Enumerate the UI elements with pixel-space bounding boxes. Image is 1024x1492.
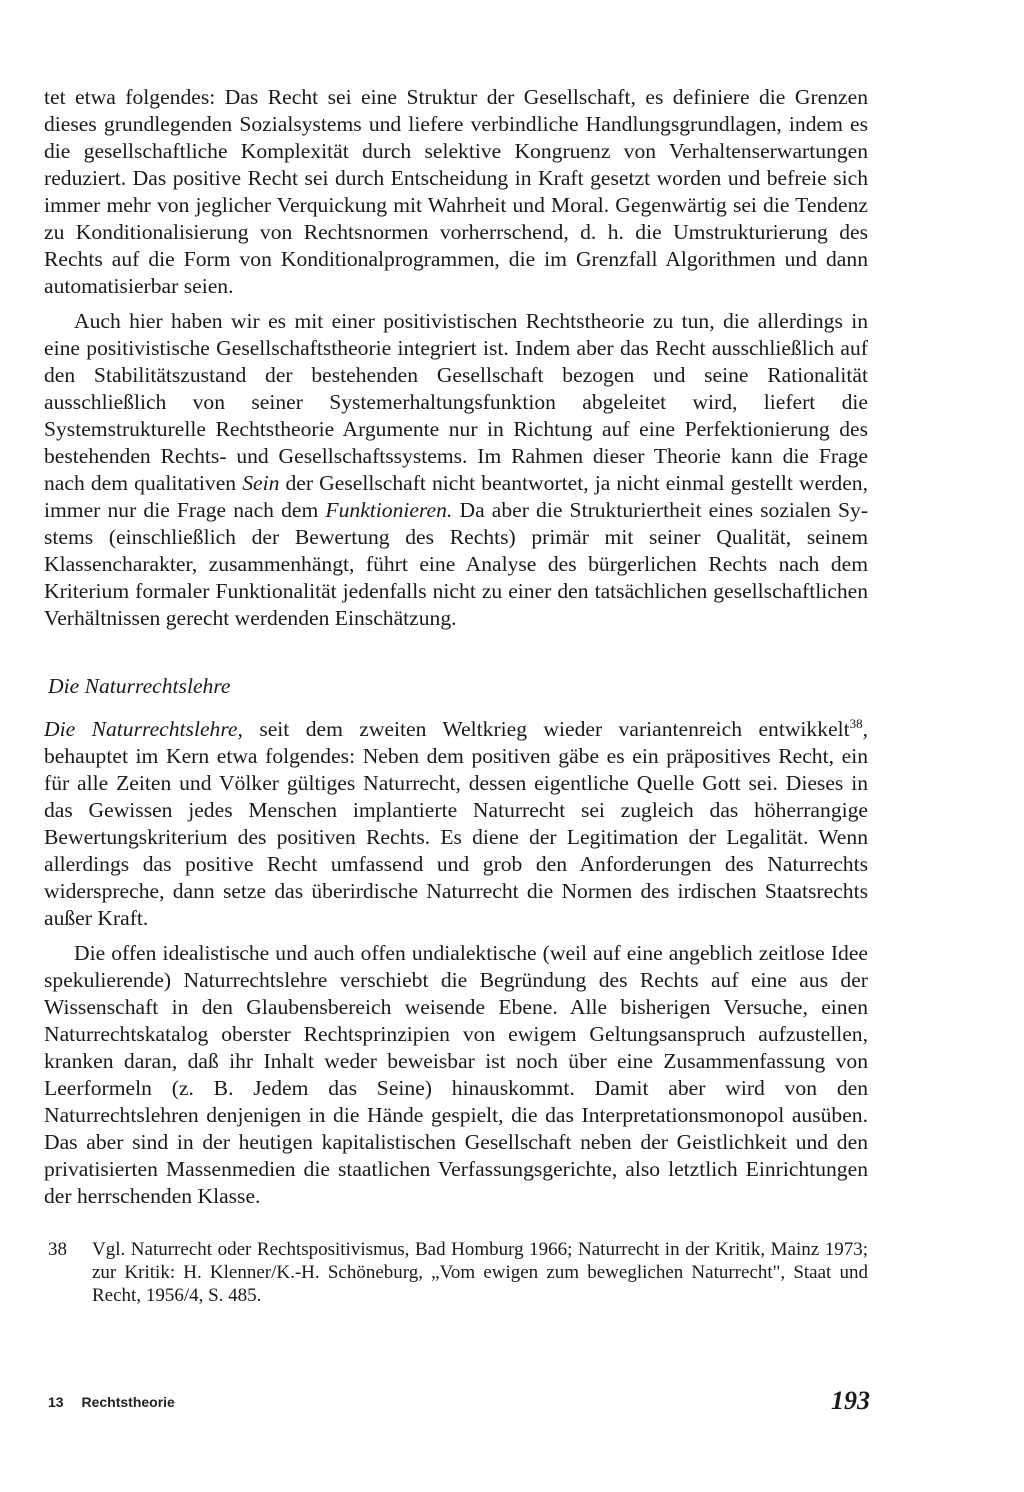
paragraph-1-text: tet etwa folgendes: Das Recht sei eine Struktur der Gesellschaft, es definiere die Grenzen dieses grundlegenden Sozialsystems und liefere verbindliche Handlungsgrundlagen, indem es die gesellschaftliche Komplexität durch selektive Kongruenz von Verhaltenserwartungen reduziert. Das positive Recht sei durch Entscheidung in Kraft gesetzt worden und befreie sich immer mehr von jeglicher Verquickung mit Wahrheit und Moral. Gegenwärtig sei die Tendenz zu Konditionalisierung von Rechtsnormen vorherrschend, d. h. die Umstrukturierung des Rechts auf die Form von Konditionalprogrammen, die im Grenzfall Algorithmen und dann automatisierbar seien. (44, 85, 868, 298)
paragraph-2 (44, 308, 868, 632)
paragraph-2-text-a: Auch hier haben wir es mit einer positivistischen Rechtstheorie zu tun, die allerdings in eine positivistische Gesellschaftstheorie integriert ist. Indem aber das Recht ausschließlich auf den Stabilitätszustand der bestehenden Gesellschaft bezogen und seine Rationalität ausschließlich von seiner Systemerhaltungsfunktion abgeleitet wird, liefert die Systemstrukturelle Rechtstheorie Argumente nur in Richtung auf eine Perfektionierung des bestehenden Rechts- und Gesellschaftssystems. Im Rahmen dieser Theorie kann die Frage nach dem qualitativen (44, 309, 868, 495)
page-body (44, 84, 868, 1307)
page-footer (48, 1386, 870, 1426)
footnote-reference[interactable]: 38 (849, 716, 863, 731)
signature-number: 13 (48, 1394, 64, 1410)
paragraph-3-text-a: seit dem zweiten Weltkrieg wieder variantenreich entwikkelt (242, 717, 850, 741)
paragraph-3 (44, 716, 868, 932)
emphasis-sein: Sein (242, 471, 280, 495)
paragraph-2-text-c: Da aber die Strukturiertheit eines sozialen Systems (einschließlich der Bewertung des Rechts) primär mit seiner Qualität, seinem Klassencharakter, zusammenhängt, führt eine Analyse des bürgerlichen Rechts nach dem Kriterium formaler Funktionalität jedenfalls nicht zu einer den tatsächlichen gesellschaftlichen Verhältnissen gerecht werdenden Einschätzung. (44, 498, 869, 630)
printer-signature (48, 1394, 175, 1410)
paragraph-4-text: Die offen idealistische und auch offen undialektische (weil auf eine angeblich zeitlose Idee spekulierende) Naturrechtslehre verschiebt die Begründung des Rechts auf eine aus der Wissenschaft in den Glaubensbereich weisende Ebene. Alle bisherigen Versuche, einen Naturrechtskatalog oberster Rechtsprinzipien von ewigem Geltungsanspruch aufzustellen, kranken daran, daß ihr Inhalt weder beweisbar ist noch über eine Zusammenfassung von Leerformeln (z. B. Jedem das Seine) hinauskommt. Damit aber wird von den Naturrechtslehren denjenigen in die Hände gespielt, die das Interpretationsmonopol ausüben. Das aber sind in der heutigen kapitalistischen Gesellschaft neben der Geistlichkeit und den privatisierten Massenmedien die staatlichen Verfassungsgerichte, also letztlich Einrichtungen der herrschenden Klasse. (44, 941, 868, 1208)
emphasis-naturrechtslehre: Die Naturrechtslehre, (44, 717, 243, 741)
paragraph-4 (44, 940, 868, 1210)
paragraph-1 (44, 84, 868, 300)
paragraph-3-text-b: , behauptet im Kern etwa folgendes: Neben dem positiven gäbe es ein präpositives Recht, ein für alle Zeiten und Völker gültiges Naturrecht, dessen eigentliche Quelle Gott sei. Dieses in das Gewissen jedes Menschen implantierte Naturrecht sei zugleich das höherrangige Bewertungskriterium des positiven Rechts. Es diene der Legitimation der Legalität. Wenn allerdings das positive Recht umfassend und grob den Anforderungen des Naturrechts widerspreche, dann setze das überirdische Naturrecht die Normen des irdischen Staatsrechts außer Kraft. (44, 717, 869, 930)
emphasis-funktionieren: Funktionieren. (325, 498, 453, 522)
section-heading: Die Naturrechtslehre (48, 674, 231, 698)
footnote (44, 1238, 868, 1307)
footnote-number: 38 (48, 1239, 67, 1260)
signature-text: Rechtstheorie (81, 1394, 175, 1410)
footnote-text: Vgl. Naturrecht oder Rechtspositivismus, Bad Homburg 1966; Naturrecht in der Kritik, Mainz 1973; zur Kritik: H. Klenner/K.-H. Schöneburg, „Vom ewigen zum beweglichen Naturrecht", Staat und Recht, 1956/4, S. 485. (92, 1239, 868, 1306)
page-number: 193 (831, 1386, 870, 1415)
paragraph-2-text-b: der Gesellschaft nicht beantwortet, ja nicht einmal gestellt werden, immer nur die Frage nach dem (44, 471, 868, 522)
